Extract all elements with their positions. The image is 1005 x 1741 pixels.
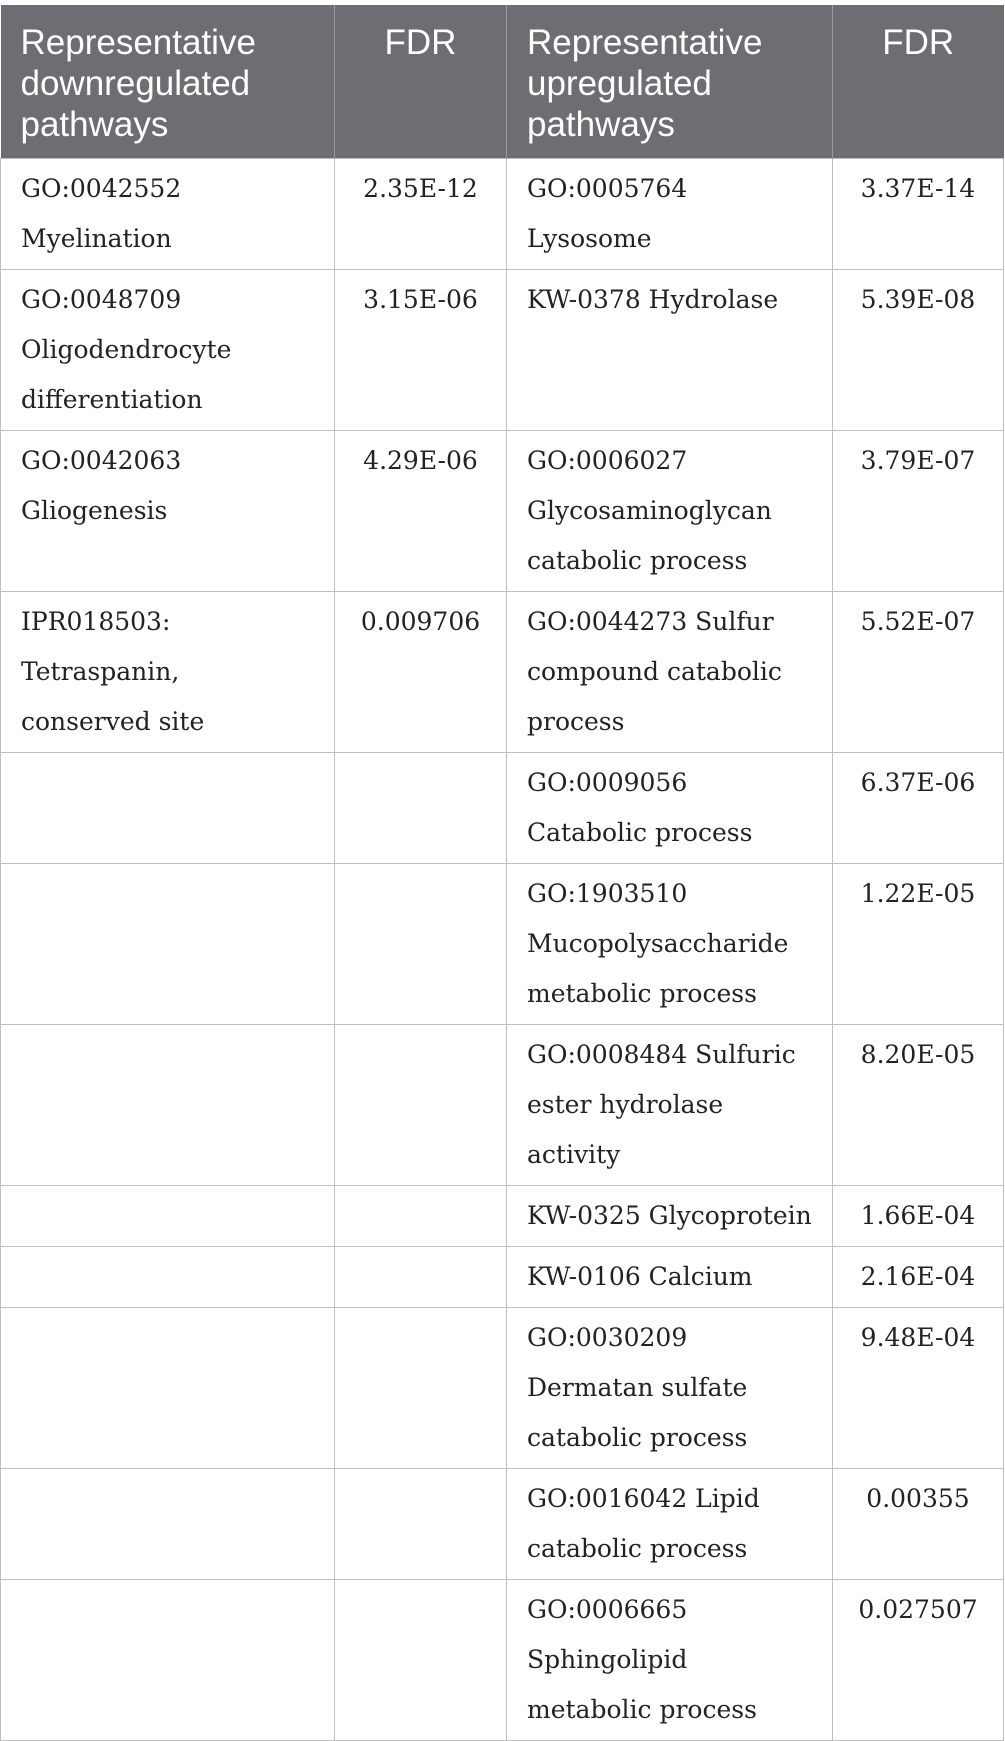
upregulated-pathway-cell: KW-0378 Hydrolase bbox=[507, 270, 833, 431]
downregulated-pathway-cell: GO:0042063 Gliogenesis bbox=[1, 431, 335, 592]
table-row bbox=[1, 592, 1004, 753]
upregulated-fdr-cell: 2.16E-04 bbox=[833, 1247, 1004, 1308]
header-downregulated-fdr: FDR bbox=[335, 5, 507, 159]
table-row bbox=[1, 1025, 1004, 1186]
table-row bbox=[1, 431, 1004, 592]
downregulated-pathway-cell: IPR018503: Tetraspanin, conserved site bbox=[1, 592, 335, 753]
table-row bbox=[1, 159, 1004, 270]
upregulated-pathway-cell: KW-0106 Calcium bbox=[507, 1247, 833, 1308]
upregulated-pathway-cell: KW-0325 Glycoprotein bbox=[507, 1186, 833, 1247]
downregulated-pathway-cell bbox=[1, 1469, 335, 1580]
downregulated-fdr-cell bbox=[335, 753, 507, 864]
downregulated-fdr-cell bbox=[335, 864, 507, 1025]
upregulated-fdr-cell: 1.22E-05 bbox=[833, 864, 1004, 1025]
table-row bbox=[1, 753, 1004, 864]
downregulated-fdr-cell bbox=[335, 1025, 507, 1186]
table-row bbox=[1, 1469, 1004, 1580]
upregulated-fdr-cell: 0.00355 bbox=[833, 1469, 1004, 1580]
table-row bbox=[1, 1186, 1004, 1247]
downregulated-pathway-cell bbox=[1, 1580, 335, 1741]
upregulated-fdr-cell: 1.66E-04 bbox=[833, 1186, 1004, 1247]
upregulated-pathway-cell: GO:0044273 Sulfur compound catabolic process bbox=[507, 592, 833, 753]
downregulated-pathway-cell bbox=[1, 1247, 335, 1308]
upregulated-fdr-cell: 5.39E-08 bbox=[833, 270, 1004, 431]
upregulated-pathway-cell: GO:0009056 Catabolic process bbox=[507, 753, 833, 864]
downregulated-fdr-cell: 3.15E-06 bbox=[335, 270, 507, 431]
downregulated-pathway-cell bbox=[1, 1308, 335, 1469]
downregulated-fdr-cell bbox=[335, 1308, 507, 1469]
upregulated-pathway-cell: GO:0030209 Dermatan sulfate catabolic process bbox=[507, 1308, 833, 1469]
upregulated-fdr-cell: 3.37E-14 bbox=[833, 159, 1004, 270]
downregulated-pathway-cell: GO:0048709 Oligodendrocyte differentiation bbox=[1, 270, 335, 431]
table-row bbox=[1, 1247, 1004, 1308]
upregulated-fdr-cell: 6.37E-06 bbox=[833, 753, 1004, 864]
upregulated-fdr-cell: 0.027507 bbox=[833, 1580, 1004, 1741]
header-row bbox=[1, 5, 1004, 159]
upregulated-fdr-cell: 8.20E-05 bbox=[833, 1025, 1004, 1186]
downregulated-pathway-cell: GO:0042552 Myelination bbox=[1, 159, 335, 270]
upregulated-pathway-cell: GO:0008484 Sulfuric ester hydrolase activity bbox=[507, 1025, 833, 1186]
downregulated-pathway-cell bbox=[1, 1025, 335, 1186]
downregulated-fdr-cell bbox=[335, 1186, 507, 1247]
upregulated-pathway-cell: GO:0016042 Lipid catabolic process bbox=[507, 1469, 833, 1580]
table-row bbox=[1, 1308, 1004, 1469]
header-upregulated-pathways: Representative upregulated pathways bbox=[507, 5, 833, 159]
pathways-table-container bbox=[0, 5, 1003, 1741]
downregulated-fdr-cell: 4.29E-06 bbox=[335, 431, 507, 592]
table-body bbox=[1, 159, 1004, 1741]
header-upregulated-fdr: FDR bbox=[833, 5, 1004, 159]
table-row bbox=[1, 270, 1004, 431]
header-downregulated-pathways: Representative downregulated pathways bbox=[1, 5, 335, 159]
upregulated-pathway-cell: GO:1903510 Mucopolysaccharide metabolic process bbox=[507, 864, 833, 1025]
downregulated-pathway-cell bbox=[1, 1186, 335, 1247]
upregulated-pathway-cell: GO:0005764 Lysosome bbox=[507, 159, 833, 270]
table-header bbox=[1, 5, 1004, 159]
downregulated-fdr-cell bbox=[335, 1469, 507, 1580]
upregulated-pathway-cell: GO:0006665 Sphingolipid metabolic process bbox=[507, 1580, 833, 1741]
table-row bbox=[1, 864, 1004, 1025]
downregulated-pathway-cell bbox=[1, 864, 335, 1025]
upregulated-fdr-cell: 5.52E-07 bbox=[833, 592, 1004, 753]
downregulated-fdr-cell: 2.35E-12 bbox=[335, 159, 507, 270]
table-row bbox=[1, 1580, 1004, 1741]
downregulated-fdr-cell: 0.009706 bbox=[335, 592, 507, 753]
pathways-table bbox=[0, 5, 1004, 1741]
upregulated-pathway-cell: GO:0006027 Glycosaminoglycan catabolic process bbox=[507, 431, 833, 592]
downregulated-fdr-cell bbox=[335, 1247, 507, 1308]
upregulated-fdr-cell: 9.48E-04 bbox=[833, 1308, 1004, 1469]
downregulated-pathway-cell bbox=[1, 753, 335, 864]
upregulated-fdr-cell: 3.79E-07 bbox=[833, 431, 1004, 592]
downregulated-fdr-cell bbox=[335, 1580, 507, 1741]
